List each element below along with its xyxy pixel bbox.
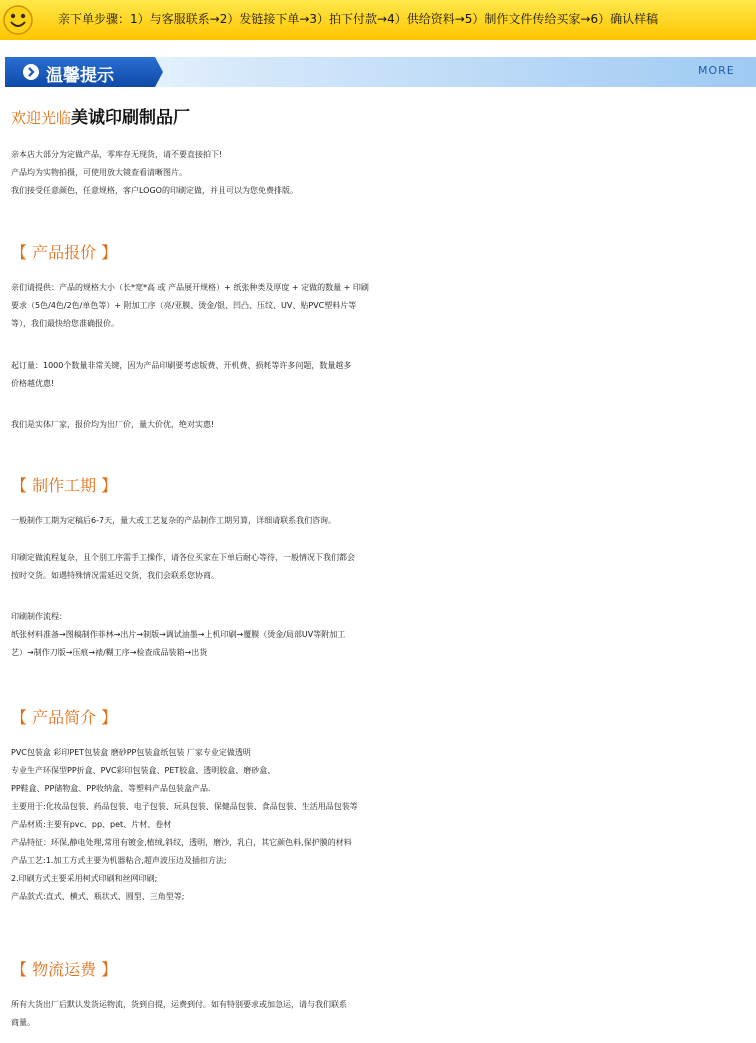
intro-text — [11, 146, 756, 200]
text-line: 起订量：1000个数量非常关键，因为产品印刷要考虑版费、开机费、损耗等许多问题，数量越多 — [11, 361, 352, 370]
text-line: 价格越优惠! — [11, 379, 55, 388]
text-line: 产品特征：环保,静电处理,常用有镀金,植绒,斜纹，透明，磨沙，乳白，其它颜色料,保护膜的材料 — [11, 838, 352, 847]
welcome-prefix: 欢迎光临 — [11, 109, 72, 127]
section-title-price: 【 产品报价 】 — [11, 243, 118, 262]
factory-paragraph — [11, 416, 756, 434]
text-line: 商量。 — [11, 1018, 35, 1027]
text-line: 一般制作工期为定稿后6-7天，量大或工艺复杂的产品制作工期另算，详细请联系我们咨询。 — [11, 516, 337, 525]
text-line: 纸张材料准备→图稿制作菲林→出片→制版→调试油墨→上机印刷→覆膜（烫金/局部UV等附加工 — [11, 630, 346, 639]
text-line: 按时交货。如遇特殊情况需延迟交货，我们会联系您协商。 — [11, 571, 219, 580]
text-line: 亲们请提供：产品的规格大小（长*宽*高 或 产品展开规格）+ 纸张种类及厚度 + 定做的数量 + 印刷 — [11, 283, 369, 292]
text-line: PVC包装盒 彩印PET包装盒 磨砂PP包装盒纸包装 厂家专业定做透明 — [11, 748, 251, 757]
more-link[interactable]: MORE — [698, 64, 735, 77]
steps-bar — [0, 0, 756, 40]
header-title: 温馨提示 — [46, 66, 114, 86]
text-line: 产品工艺:1.加工方式主要为机器粘合,超声波压边及插扣方法; — [11, 856, 227, 865]
text-line: 产品款式:直式、横式、瓶状式、圆型、三角型等; — [11, 892, 185, 901]
text-line: PP鞋盒、PP储物盒、PP收纳盒、等塑料产品包装盒产品. — [11, 784, 211, 793]
price-paragraph — [11, 279, 756, 333]
shop-name: 美诚印刷制品厂 — [71, 108, 191, 128]
intro-line: 产品均为实物拍摄，可使用放大镜查看清晰图片。 — [11, 168, 187, 177]
intro-line: 我们接受任意颜色，任意规格，客户LOGO的印刷定做，并且可以为您免费排版。 — [11, 186, 298, 195]
text-line: 印刷定做流程复杂，且个别工序需手工操作，请各位买家在下单后耐心等待，一般情况下我们都会 — [11, 553, 355, 562]
process-paragraph — [11, 549, 756, 585]
text-line: 专业生产环保型PP折盒、PVC彩印包装盒、PET胶盒、透明胶盒、磨砂盒、 — [11, 766, 276, 775]
intro-line: 亲本店大部分为定做产品，零库存无现货，请不要直接拍下! — [11, 150, 223, 159]
product-paragraph — [11, 744, 756, 906]
moq-paragraph — [11, 357, 756, 393]
workflow-paragraph — [11, 608, 756, 662]
chevron-right-circle-icon — [22, 63, 40, 81]
text-line: 艺）→制作刀版→压痕→裱/糊工序→检查成品装箱→出货 — [11, 648, 208, 657]
text-line: 等），我们最快给您准确报价。 — [11, 319, 119, 328]
text-line: 印刷制作流程： — [11, 612, 67, 621]
text-line: 主要用于:化妆品包装、药品包装、电子包装、玩具包装、保健品包装、食品包装、生活用品包装等 — [11, 802, 358, 811]
smiley-icon — [2, 4, 34, 36]
shipping-paragraph — [11, 996, 756, 1032]
text-line: 我们是实体厂家，报价均为出厂价，量大价优，绝对实惠! — [11, 420, 215, 429]
text-line: 产品材质:主要有pvc、pp、pet、片材、卷材 — [11, 820, 172, 829]
welcome-line — [11, 103, 190, 128]
text-line: 要求（5色/4色/2色/单色等）+ 附加工序（亮/亚膜、烫金/银、凹凸、压纹、UV、贴PVC塑料片等 — [11, 301, 357, 310]
section-title-product: 【 产品简介 】 — [11, 708, 118, 727]
period-paragraph — [11, 512, 756, 530]
section-title-shipping: 【 物流运费 】 — [11, 960, 118, 979]
text-line: 所有大货出厂后默认发货运物流，货到自提，运费到付。如有特别要求或加急运，请与我们联系 — [11, 1000, 347, 1009]
order-steps-text: 亲下单步骤：1）与客服联系→2）发链接下单→3）拍下付款→4）供给资料→5）制作文件传给买家→6）确认样稿 — [58, 12, 659, 26]
section-title-period: 【 制作工期 】 — [11, 476, 118, 495]
text-line: 2.印刷方式主要采用柯式印刷和丝网印刷; — [11, 874, 158, 883]
